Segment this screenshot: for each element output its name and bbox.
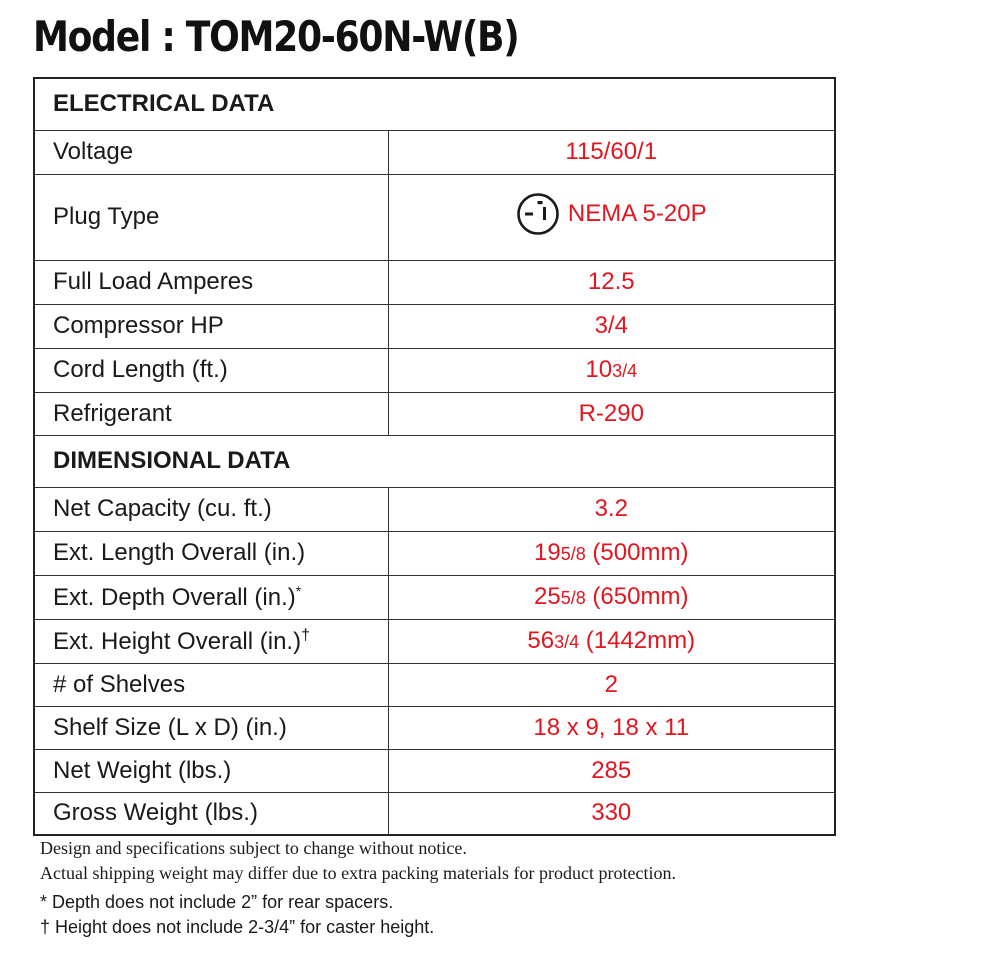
section-title: DIMENSIONAL DATA xyxy=(34,435,835,487)
table-row xyxy=(34,663,835,706)
section-header-electrical xyxy=(34,78,835,130)
row-label: Net Weight (lbs.) xyxy=(34,749,388,792)
value-whole: 10 xyxy=(585,356,613,383)
row-label: # of Shelves xyxy=(34,663,388,706)
row-label: Ext. Depth Overall (in.) xyxy=(53,583,296,611)
row-value: 115/60/1 xyxy=(388,130,835,174)
value-whole: 25 xyxy=(534,583,561,610)
section-title: ELECTRICAL DATA xyxy=(34,78,835,130)
row-label: Plug Type xyxy=(34,174,388,260)
row-label: Compressor HP xyxy=(34,304,388,348)
row-value: R-290 xyxy=(388,392,835,435)
page-title: Model : TOM20-60N-W(B) xyxy=(33,12,519,61)
note-line: Actual shipping weight may differ due to extra packing materials for product protection. xyxy=(40,863,676,883)
table-row xyxy=(34,260,835,304)
table-row xyxy=(34,531,835,575)
value-fraction: 5/8 xyxy=(560,588,586,608)
value-metric: (1442mm) xyxy=(579,627,696,654)
table-row xyxy=(34,487,835,531)
value-fraction: 3/4 xyxy=(554,632,580,652)
row-value: 2 xyxy=(388,663,835,706)
section-header-dimensional xyxy=(34,435,835,487)
row-value-cell xyxy=(388,531,835,575)
row-label: Ext. Height Overall (in.) xyxy=(53,627,302,655)
row-value: NEMA 5-20P xyxy=(567,199,707,227)
footnote-line: * Depth does not include 2” for rear spacers. xyxy=(40,892,394,912)
row-value-cell xyxy=(388,174,835,260)
value-metric: (500mm) xyxy=(585,539,689,566)
table-row xyxy=(34,304,835,348)
value-fraction: 5/8 xyxy=(560,544,586,564)
table-row xyxy=(34,792,835,835)
value-metric: (650mm) xyxy=(585,583,689,610)
table-row xyxy=(34,392,835,435)
table-row xyxy=(34,174,835,260)
row-label: Ext. Length Overall (in.) xyxy=(34,531,388,575)
footnote-line: † Height does not include 2-3/4” for caster height. xyxy=(40,917,435,937)
row-label: Voltage xyxy=(34,130,388,174)
table-row xyxy=(34,130,835,174)
row-value: 330 xyxy=(388,792,835,835)
row-value: 18 x 9, 18 x 11 xyxy=(388,706,835,749)
row-value-cell xyxy=(388,575,835,619)
row-value: 12.5 xyxy=(388,260,835,304)
table-row xyxy=(34,749,835,792)
row-value-cell xyxy=(388,619,835,663)
row-label: Full Load Amperes xyxy=(34,260,388,304)
row-label: Cord Length (ft.) xyxy=(34,348,388,392)
row-value: 3.2 xyxy=(388,487,835,531)
row-value: 3/4 xyxy=(388,304,835,348)
row-label: Shelf Size (L x D) (in.) xyxy=(34,706,388,749)
note-line: Design and specifications subject to change without notice. xyxy=(40,838,467,858)
spec-table xyxy=(33,77,836,836)
value-whole: 19 xyxy=(534,539,561,566)
row-value-cell xyxy=(388,348,835,392)
table-row xyxy=(34,348,835,392)
footnote-mark: † xyxy=(301,626,310,644)
value-fraction: 3/4 xyxy=(612,361,638,381)
footnote-mark: * xyxy=(295,582,302,599)
footnotes xyxy=(40,890,434,940)
row-label: Gross Weight (lbs.) xyxy=(34,792,388,835)
nema-5-20p-plug-icon xyxy=(516,192,560,236)
row-label-cell xyxy=(34,575,388,619)
row-label-cell xyxy=(34,619,388,663)
disclaimer-notes xyxy=(40,836,676,886)
table-row xyxy=(34,706,835,749)
row-label: Net Capacity (cu. ft.) xyxy=(34,487,388,531)
row-label: Refrigerant xyxy=(34,392,388,435)
table-row xyxy=(34,575,835,619)
row-value: 285 xyxy=(388,749,835,792)
value-whole: 56 xyxy=(527,627,555,654)
table-row xyxy=(34,619,835,663)
